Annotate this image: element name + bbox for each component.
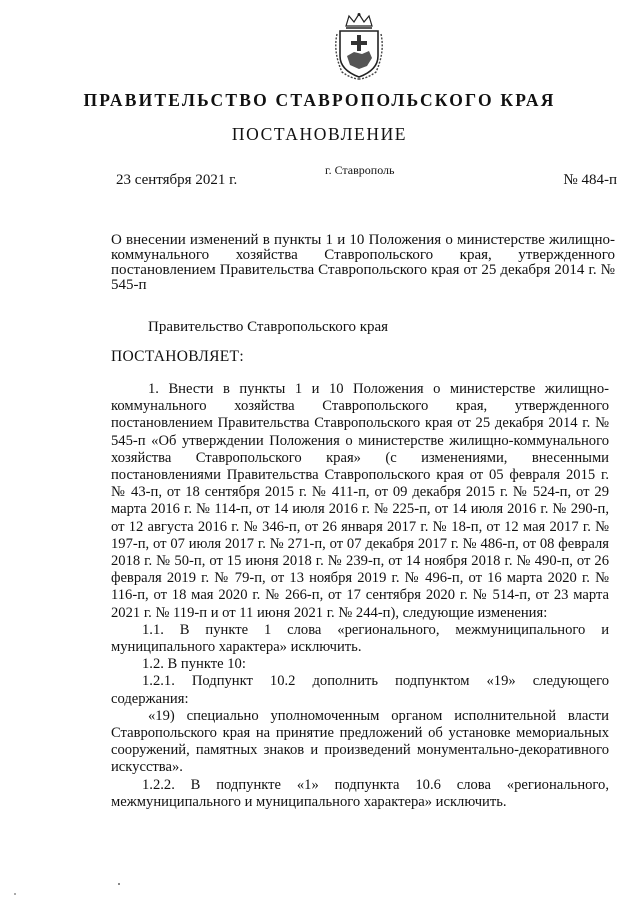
paragraph-1-2-1: 1.2.1. Подпункт 10.2 дополнить подпунктом «19» следующего содержания: [111, 673, 609, 707]
paragraph-1-1: 1.1. В пункте 1 слова «регионального, межмуниципального и муниципального характера» исключить. [111, 621, 609, 656]
paragraph-1-2-2: 1.2.2. В подпункте «1» подпункта 10.6 слова «регионального, межмуниципального и муниципального характера» исключить. [111, 776, 609, 810]
preamble-resolves: ПОСТАНОВЛЯЕТ: [111, 348, 244, 365]
paragraph-1: 1. Внести в пункты 1 и 10 Положения о министерстве жилищно-коммунального хозяйства Ставропольского края, утвержденного постановлением Правительства Ставропольского края от 25 декабря 2014 г. № 545-п «Об утверждении Положения о министерстве жилищно-коммунального хозяйства Ставропольского края» (с изменениями, внесенными постановлениями Правительства Ставропольского края от 05 февраля 2015 г. № 43-п, от 18 сентября 2015 г. № 411-п, от 09 декабря 2015 г. № 524-п, от 29 марта 2016 г. № 114-п, от 14 июля 2016 г. № 225-п, от 14 июля 2016 г. № 290-п, от 12 августа 2016 г. № 346-п, от 26 января 2017 г. № 18-п, от 12 мая 2017 г. № 197-п, от 07 июля 2017 г. № 271-п, от 07 декабря 2017 г. № 486-п, от 08 февраля 2018 г. № 50-п, от 15 июня 2018 г. № 239-п, от 14 ноября 2018 г. № 490-п, от 26 февраля 2019 г. № 79-п, от 13 ноября 2019 г. № 496-п, от 16 марта 2020 г. № 116-п, от 18 мая 2020 г. № 266-п, от 17 сентября 2020 г. № 514-п, от 23 марта 2021 г. № 119-п и от 11 июня 2021 г. № 244-п), следующие изменения: [111, 381, 609, 621]
document-number: № 484-п [563, 172, 617, 188]
coat-of-arms-icon [332, 12, 386, 80]
document-body [111, 381, 609, 811]
paragraph-1-2: 1.2. В пункте 10: [142, 656, 246, 673]
government-title: ПРАВИТЕЛЬСТВО СТАВРОПОЛЬСКОГО КРАЯ [83, 90, 556, 110]
scan-speck [14, 893, 16, 895]
preamble-government: Правительство Ставропольского края [148, 319, 389, 335]
document-type: ПОСТАНОВЛЕНИЕ [231, 124, 408, 144]
scan-speck [118, 883, 120, 885]
document-date: 23 сентября 2021 г. [116, 172, 238, 188]
document-city: г. Ставрополь [325, 163, 395, 177]
document-subject: О внесении изменений в пункты 1 и 10 Положения о министерстве жилищно-коммунального хозяйства Ставропольского края, утвержденного постановлением Правительства Ставропольского края от 25 декабря 2014 г. № 545-п [111, 232, 615, 293]
paragraph-19: «19) специально уполномоченным органом исполнительной власти Ставропольского края на принятие предложений об установке мемориальных сооружений, памятных знаков и произведений монументально-декоративного искусства». [111, 707, 609, 776]
